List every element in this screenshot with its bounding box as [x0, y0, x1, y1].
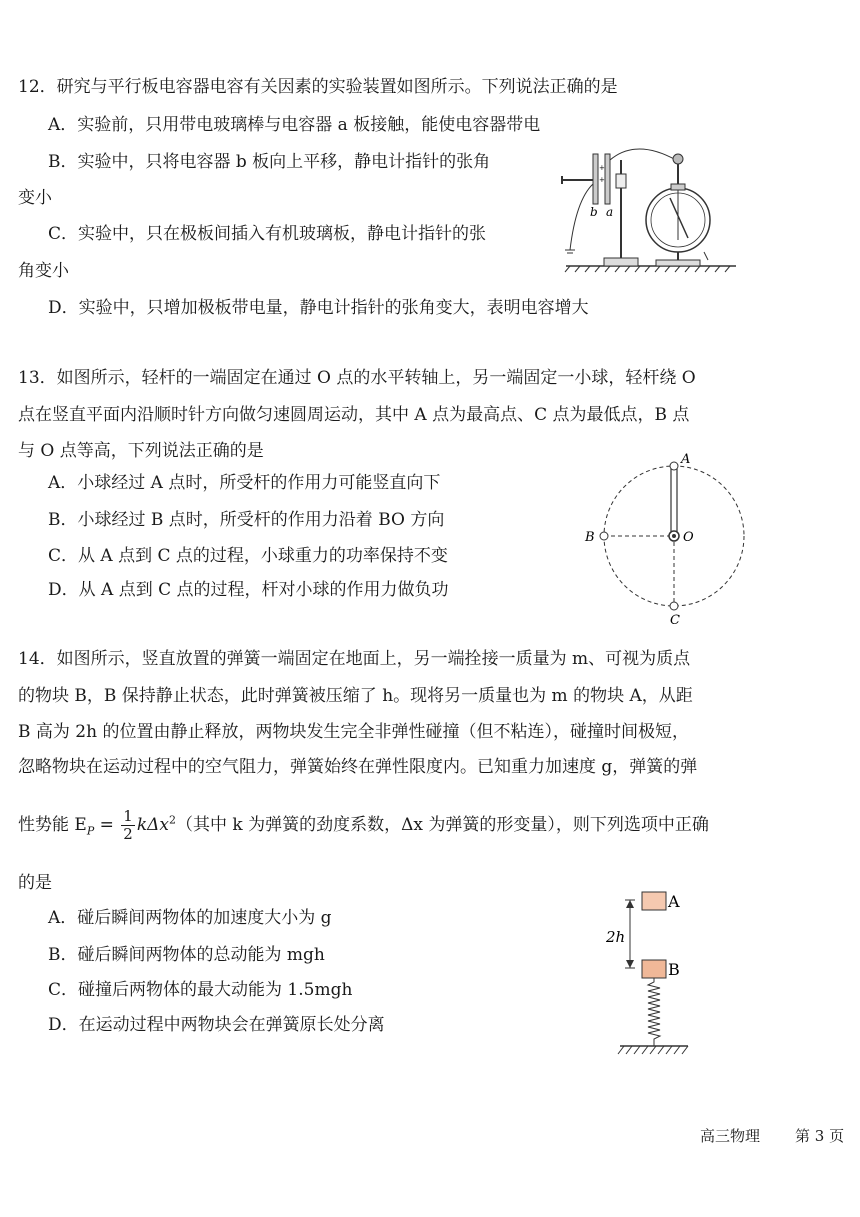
elastic-energy-text: 性势能 E	[18, 815, 87, 835]
q12-option-c-line1: C．实验中，只在极板间插入有机玻璃板，静电计指针的张	[48, 224, 487, 244]
fraction	[121, 808, 135, 843]
point-c-label: C	[670, 613, 680, 627]
block-b-label: B	[668, 960, 680, 979]
block-a-label: A	[668, 892, 680, 911]
q14-option-a: A．碰后瞬间两物体的加速度大小为 g	[48, 908, 332, 928]
plate-a-label: a	[606, 205, 614, 219]
q13-option-d: D．从 A 点到 C 点的过程，杆对小球的作用力做负功	[48, 580, 449, 600]
formula-k-dx: kΔx	[136, 815, 170, 835]
q12-stem: 12．研究与平行板电容器电容有关因素的实验装置如图所示。下列说法正确的是	[18, 77, 618, 97]
q13-stem-line2: 点在竖直平面内沿顺时针方向做匀速圆周运动，其中 A 点为最高点、C 点为最低点，B 点	[18, 405, 690, 425]
svg-text:+: +	[599, 164, 605, 172]
q13-stem-line1: 13．如图所示，轻杆的一端固定在通过 O 点的水平转轴上，另一端固定一小球，轻杆绕 O	[18, 368, 696, 388]
stem-line5-rest: （其中 k 为弹簧的劲度系数，Δx 为弹簧的形变量），则下列选项中正确	[176, 815, 709, 835]
formula-exponent: 2	[169, 813, 177, 827]
q14-option-b: B．碰后瞬间两物体的总动能为 mgh	[48, 945, 325, 965]
plate-b-label: b	[590, 205, 598, 219]
q13-option-a: A．小球经过 A 点时，所受杆的作用力可能竖直向下	[48, 473, 441, 493]
footer-page-number: 第 3 页	[795, 1127, 845, 1145]
q12-option-b-line1: B．实验中，只将电容器 b 板向上平移，静电计指针的张角	[48, 152, 491, 172]
q14-stem-line3: B 高为 2h 的位置由静止释放，两物块发生完全非弹性碰撞（但不粘连），碰撞时间极短，	[18, 722, 689, 742]
energy-subscript: P	[86, 824, 95, 838]
q12-option-d: D．实验中，只增加极板带电量，静电计指针的张角变大，表明电容增大	[48, 298, 589, 318]
height-2h-label: 2h	[606, 928, 626, 946]
footer-subject: 高三物理	[700, 1127, 761, 1145]
q14-stem-line4: 忽略物块在运动过程中的空气阻力，弹簧始终在弹性限度内。已知重力加速度 g，弹簧的弹	[18, 757, 698, 777]
q12-option-b-line2: 变小	[18, 188, 52, 208]
q14-stem-line1: 14．如图所示，竖直放置的弹簧一端固定在地面上，另一端拴接一质量为 m、可视为质点	[18, 649, 691, 669]
point-o-label: O	[683, 530, 694, 545]
equals-sign: =	[94, 815, 120, 835]
q13-option-c: C．从 A 点到 C 点的过程，小球重力的功率保持不变	[48, 546, 448, 566]
q14-stem-line5	[18, 808, 709, 843]
q14-stem-line2: 的物块 B，B 保持静止状态，此时弹簧被压缩了 h。现将另一质量也为 m 的物块 A，从距	[18, 686, 693, 706]
fraction-numerator: 1	[123, 807, 133, 825]
q14-spring-figure	[602, 884, 702, 1059]
point-a-label: A	[681, 452, 691, 467]
q12-capacitor-figure	[556, 140, 741, 275]
q12-option-c-line2: 角变小	[18, 261, 69, 281]
q13-circle-figure	[578, 452, 753, 627]
q13-stem-line3: 与 O 点等高，下列说法正确的是	[18, 441, 264, 461]
q13-option-b: B．小球经过 B 点时，所受杆的作用力沿着 BO 方向	[48, 510, 445, 530]
q14-stem-line6: 的是	[18, 873, 52, 893]
fraction-denominator: 2	[123, 825, 133, 843]
svg-text:+: +	[599, 176, 605, 184]
q14-option-d: D．在运动过程中两物块会在弹簧原长处分离	[48, 1015, 385, 1035]
q12-option-a: A．实验前，只用带电玻璃棒与电容器 a 板接触，能使电容器带电	[48, 115, 541, 135]
q14-option-c: C．碰撞后两物体的最大动能为 1.5mgh	[48, 980, 353, 1000]
point-b-label: B	[585, 530, 595, 545]
